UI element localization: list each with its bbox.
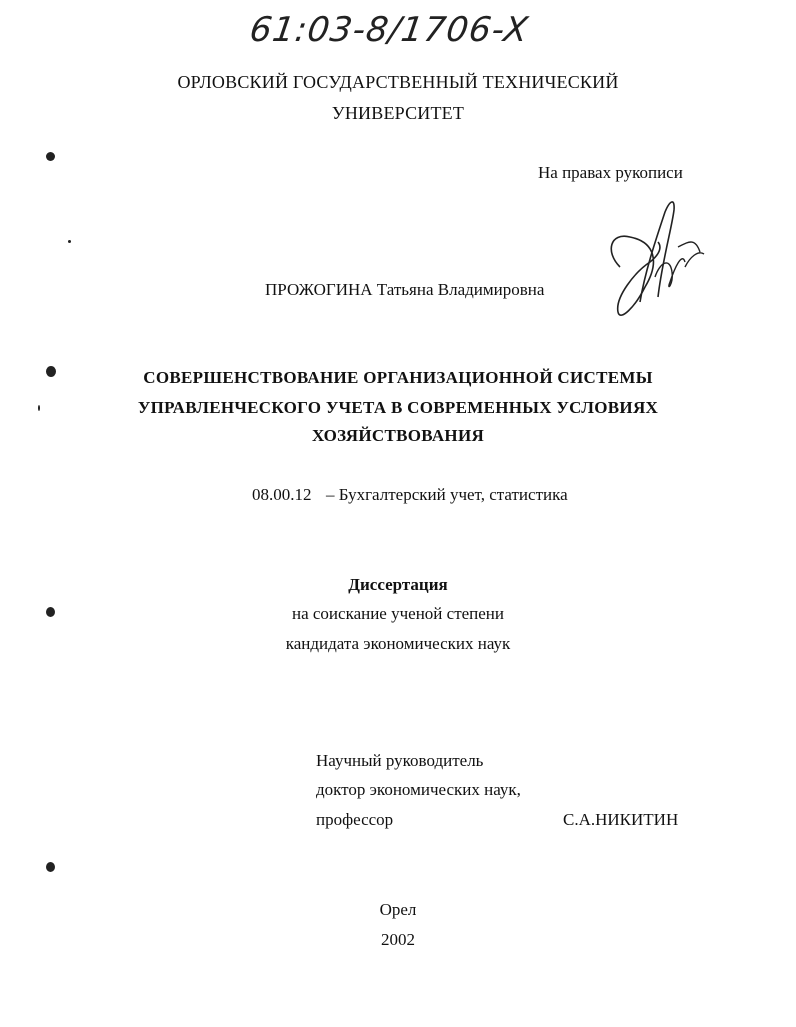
supervisor-title: профессор	[316, 810, 394, 829]
scan-speck-icon	[68, 240, 71, 243]
archive-code-handwritten: 61:03-8/1706-X	[247, 10, 532, 50]
rights-note: На правах рукописи	[538, 163, 683, 182]
scan-speck-icon	[38, 405, 40, 411]
thesis-title-line2: УПРАВЛЕНЧЕСКОГО УЧЕТА В СОВРЕМЕННЫХ УСЛОВИЯХ	[137, 398, 659, 417]
university-name-line1: ОРЛОВСКИЙ ГОСУДАРСТВЕННЫЙ ТЕХНИЧЕСКИЙ	[177, 72, 619, 92]
degree-heading: Диссертация	[348, 575, 448, 594]
author-name: ПРОЖОГИНА Татьяна Владимировна	[265, 280, 545, 299]
supervisor-degree: доктор экономических наук,	[316, 780, 521, 799]
specialty-name: – Бухгалтерский учет, статистика	[326, 485, 568, 504]
thesis-title-line3: ХОЗЯЙСТВОВАНИЯ	[311, 426, 485, 445]
supervisor-name: С.А.НИКИТИН	[563, 810, 679, 829]
university-name-line2: УНИВЕРСИТЕТ	[331, 103, 465, 123]
scan-speck-icon	[46, 152, 55, 161]
degree-line2: кандидата экономических наук	[285, 634, 511, 653]
specialty-code: 08.00.12	[252, 485, 312, 504]
specialty-line	[252, 485, 568, 505]
signature-icon	[600, 192, 710, 332]
scan-speck-icon	[46, 607, 55, 617]
scan-speck-icon	[46, 366, 56, 377]
thesis-title-line1: СОВЕРШЕНСТВОВАНИЕ ОРГАНИЗАЦИОННОЙ СИСТЕМЫ	[143, 368, 653, 387]
publication-place: Орел	[379, 900, 417, 919]
degree-line1: на соискание ученой степени	[291, 604, 505, 623]
scan-speck-icon	[46, 862, 55, 872]
publication-year: 2002	[381, 930, 415, 949]
supervisor-role: Научный руководитель	[316, 751, 484, 770]
